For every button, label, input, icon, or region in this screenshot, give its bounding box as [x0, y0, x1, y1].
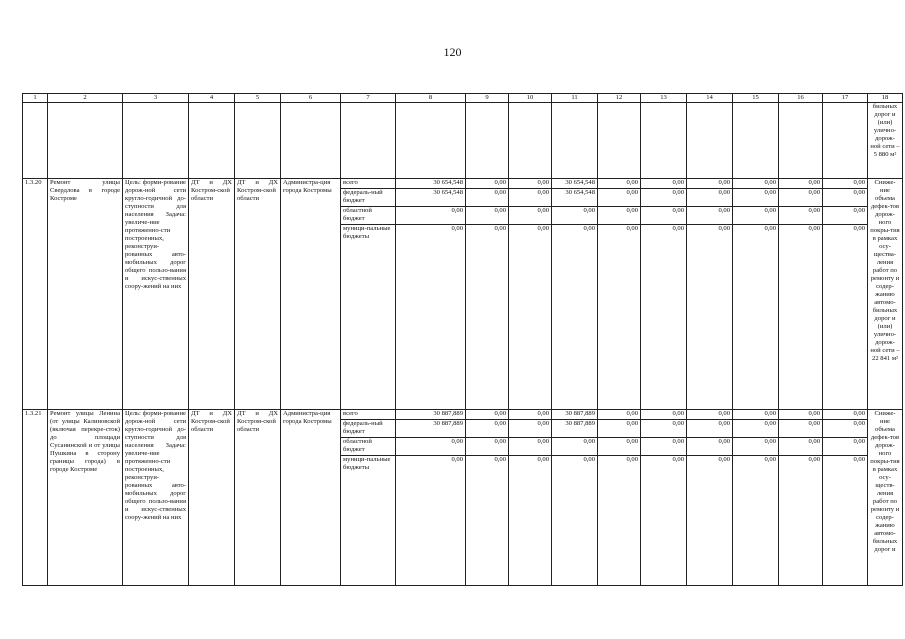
- value: 0,00: [733, 420, 778, 438]
- value: 0,00: [494, 225, 506, 232]
- value-col-14: [687, 410, 733, 586]
- value: 0,00: [687, 189, 732, 207]
- value: 0,00: [779, 179, 822, 189]
- value: 0,00: [823, 189, 867, 207]
- participant: Администра-ция города Костромы: [281, 410, 341, 586]
- value: 0,00: [598, 207, 640, 225]
- value: 0,00: [823, 438, 867, 456]
- value: 0,00: [494, 456, 506, 463]
- continuation-row: [23, 103, 903, 179]
- value: 0,00: [687, 207, 732, 225]
- value: 0,00: [672, 225, 684, 232]
- value-col-12: [598, 179, 641, 410]
- executor: ДТ и ДХ Костром-ской области: [235, 179, 281, 410]
- value: 0,00: [626, 456, 638, 463]
- customer: ДТ и ДХ Костром-ской области: [189, 410, 235, 586]
- value: 30 887,889: [396, 420, 465, 438]
- value: 0,00: [509, 207, 551, 225]
- value: 0,00: [687, 420, 732, 438]
- value: 30 654,548: [552, 189, 597, 207]
- value: 0,00: [764, 225, 776, 232]
- value-col-8: [396, 179, 466, 410]
- value: 30 654,548: [396, 179, 465, 189]
- value: 0,00: [733, 438, 778, 456]
- value: 0,00: [641, 438, 686, 456]
- value: 0,00: [808, 456, 820, 463]
- column-number-row: [23, 94, 903, 103]
- value-col-13: [641, 179, 687, 410]
- value: 0,00: [626, 225, 638, 232]
- value-col-12: [598, 410, 641, 586]
- page-number: 120: [443, 45, 462, 59]
- column-header: 17: [823, 94, 868, 103]
- value: 0,00: [509, 410, 551, 420]
- participant: Администра-ция города Костромы: [281, 179, 341, 410]
- value: 0,00: [641, 179, 686, 189]
- value: 0,00: [733, 179, 778, 189]
- value-col-15: [733, 179, 779, 410]
- value-col-11: [552, 410, 598, 586]
- value-col-11: [552, 179, 598, 410]
- value: 0,00: [537, 225, 549, 232]
- value: 0,00: [687, 410, 732, 420]
- source-label: областной бюджет: [341, 207, 395, 225]
- value: 0,00: [672, 456, 684, 463]
- value-col-15: [733, 410, 779, 586]
- value-col-10: [509, 179, 552, 410]
- value: 0,00: [641, 410, 686, 420]
- column-header: 9: [466, 94, 509, 103]
- value: 0,00: [853, 456, 865, 463]
- value: 0,00: [823, 207, 867, 225]
- value-col-16: [779, 410, 823, 586]
- source-label: всего: [341, 179, 395, 189]
- column-header: 15: [733, 94, 779, 103]
- table-row: [23, 410, 903, 586]
- column-header: 16: [779, 94, 823, 103]
- event-name: Ремонт улицы Ленина (от улицы Калиновской (включая перекре-сток) до площади Сусанинской и от улицы Пушкина в сторону границы города) в городе Костроме: [48, 410, 123, 586]
- value: 0,00: [598, 420, 640, 438]
- column-header: 8: [396, 94, 466, 103]
- source-label: всего: [341, 410, 395, 420]
- value: 0,00: [641, 207, 686, 225]
- source-label: областной бюджет: [341, 438, 395, 456]
- column-header: 12: [598, 94, 641, 103]
- program-table: [22, 93, 903, 586]
- table-row: [23, 179, 903, 410]
- event-name: Ремонт улицы Свердлова в городе Костроме: [48, 179, 123, 410]
- value: 0,00: [823, 179, 867, 189]
- source-label: федераль-ный бюджет: [341, 420, 395, 438]
- value-col-10: [509, 410, 552, 586]
- row-id: 1.3.21: [23, 410, 48, 586]
- value: 0,00: [718, 225, 730, 232]
- value: 30 887,889: [396, 410, 465, 420]
- column-header: 3: [123, 94, 189, 103]
- value: 0,00: [396, 207, 465, 225]
- value: 0,00: [537, 456, 549, 463]
- result-cell: Сниже-ние объема дефек-тов дорож-ного покры-тия в рамках осу-щества-ления работ по ремонту и содер-жанию автомо-бильных дорог и (или) улично-дорож-ной сети – 22 841 м²: [868, 179, 903, 410]
- column-header: 6: [281, 94, 341, 103]
- column-header: 10: [509, 94, 552, 103]
- value: 0,00: [853, 225, 865, 232]
- column-header: 2: [48, 94, 123, 103]
- value: 0,00: [466, 420, 508, 438]
- value: 0,00: [396, 438, 465, 456]
- value: 0,00: [808, 225, 820, 232]
- value: 0,00: [466, 438, 508, 456]
- value: 0,00: [733, 207, 778, 225]
- value-col-14: [687, 179, 733, 410]
- value: 0,00: [779, 189, 822, 207]
- column-header: 1: [23, 94, 48, 103]
- value: 0,00: [466, 207, 508, 225]
- goal-task: Цель: форми-рование дорож-ной сети кругло-годичной до-ступности для населения Задача: увеличе-ние протяженно-сти построенных, реконструи-рованных авто-мобильных дорог общего пользо-вания и искус-ственных соору-жений на них: [123, 179, 189, 410]
- goal-task: Цель: форми-рование дорож-ной сети кругло-годичной до-ступности для населения Задача: увеличе-ние протяженно-сти построенных, реконструи-рованных авто-мобильных дорог общего пользо-вания и искус-ственных соору-жений на них: [123, 410, 189, 586]
- value: 0,00: [641, 189, 686, 207]
- value: 0,00: [779, 420, 822, 438]
- value-col-17: [823, 179, 868, 410]
- value: 30 654,548: [552, 179, 597, 189]
- source-label: муници-пальные бюджеты: [343, 456, 391, 471]
- value-col-9: [466, 179, 509, 410]
- value-col-17: [823, 410, 868, 586]
- value-col-9: [466, 410, 509, 586]
- value: 0,00: [779, 410, 822, 420]
- value: 0,00: [509, 189, 551, 207]
- value: 0,00: [823, 410, 867, 420]
- executor: ДТ и ДХ Костром-ской области: [235, 410, 281, 586]
- funding-sources: [341, 410, 396, 586]
- column-header: 7: [341, 94, 396, 103]
- value: 0,00: [552, 438, 597, 456]
- value: 0,00: [779, 438, 822, 456]
- value: 0,00: [598, 410, 640, 420]
- column-header: 5: [235, 94, 281, 103]
- value: 0,00: [509, 179, 551, 189]
- value: 0,00: [552, 207, 597, 225]
- value: 0,00: [733, 189, 778, 207]
- source-label: муници-пальные бюджеты: [343, 225, 391, 240]
- column-header: 13: [641, 94, 687, 103]
- value: 0,00: [451, 456, 463, 463]
- customer: ДТ и ДХ Костром-ской области: [189, 179, 235, 410]
- row-id: 1.3.20: [23, 179, 48, 410]
- value: 0,00: [509, 438, 551, 456]
- value: 0,00: [764, 456, 776, 463]
- value-col-16: [779, 179, 823, 410]
- value: 0,00: [466, 179, 508, 189]
- value: 0,00: [687, 179, 732, 189]
- value: 0,00: [509, 420, 551, 438]
- source-label: федераль-ный бюджет: [341, 189, 395, 207]
- value: 0,00: [598, 438, 640, 456]
- column-header: 4: [189, 94, 235, 103]
- value: 30 654,548: [396, 189, 465, 207]
- value: 0,00: [687, 438, 732, 456]
- column-header: 18: [868, 94, 903, 103]
- value: 30 887,889: [552, 410, 597, 420]
- value: 0,00: [641, 420, 686, 438]
- value: 0,00: [583, 225, 595, 232]
- result-cell: бильных дорог и (или) улично-дорож-ной сети – 5 880 м²: [868, 103, 903, 179]
- value-col-8: [396, 410, 466, 586]
- column-header: 14: [687, 94, 733, 103]
- value: 0,00: [733, 410, 778, 420]
- value: 0,00: [451, 225, 463, 232]
- value: 0,00: [598, 179, 640, 189]
- result-cell: Сниже-ние объема дефек-тов дорож-ного покры-тия в рамках осу-ществ-ления работ по ремонту и содер-жанию автомо-бильных дорог и: [868, 410, 903, 586]
- value: 0,00: [583, 456, 595, 463]
- column-header: 11: [552, 94, 598, 103]
- value: 30 887,889: [552, 420, 597, 438]
- funding-sources: [341, 179, 396, 410]
- value: 0,00: [823, 420, 867, 438]
- value: 0,00: [779, 207, 822, 225]
- value: 0,00: [466, 189, 508, 207]
- value: 0,00: [598, 189, 640, 207]
- value: 0,00: [466, 410, 508, 420]
- value: 0,00: [718, 456, 730, 463]
- value-col-13: [641, 410, 687, 586]
